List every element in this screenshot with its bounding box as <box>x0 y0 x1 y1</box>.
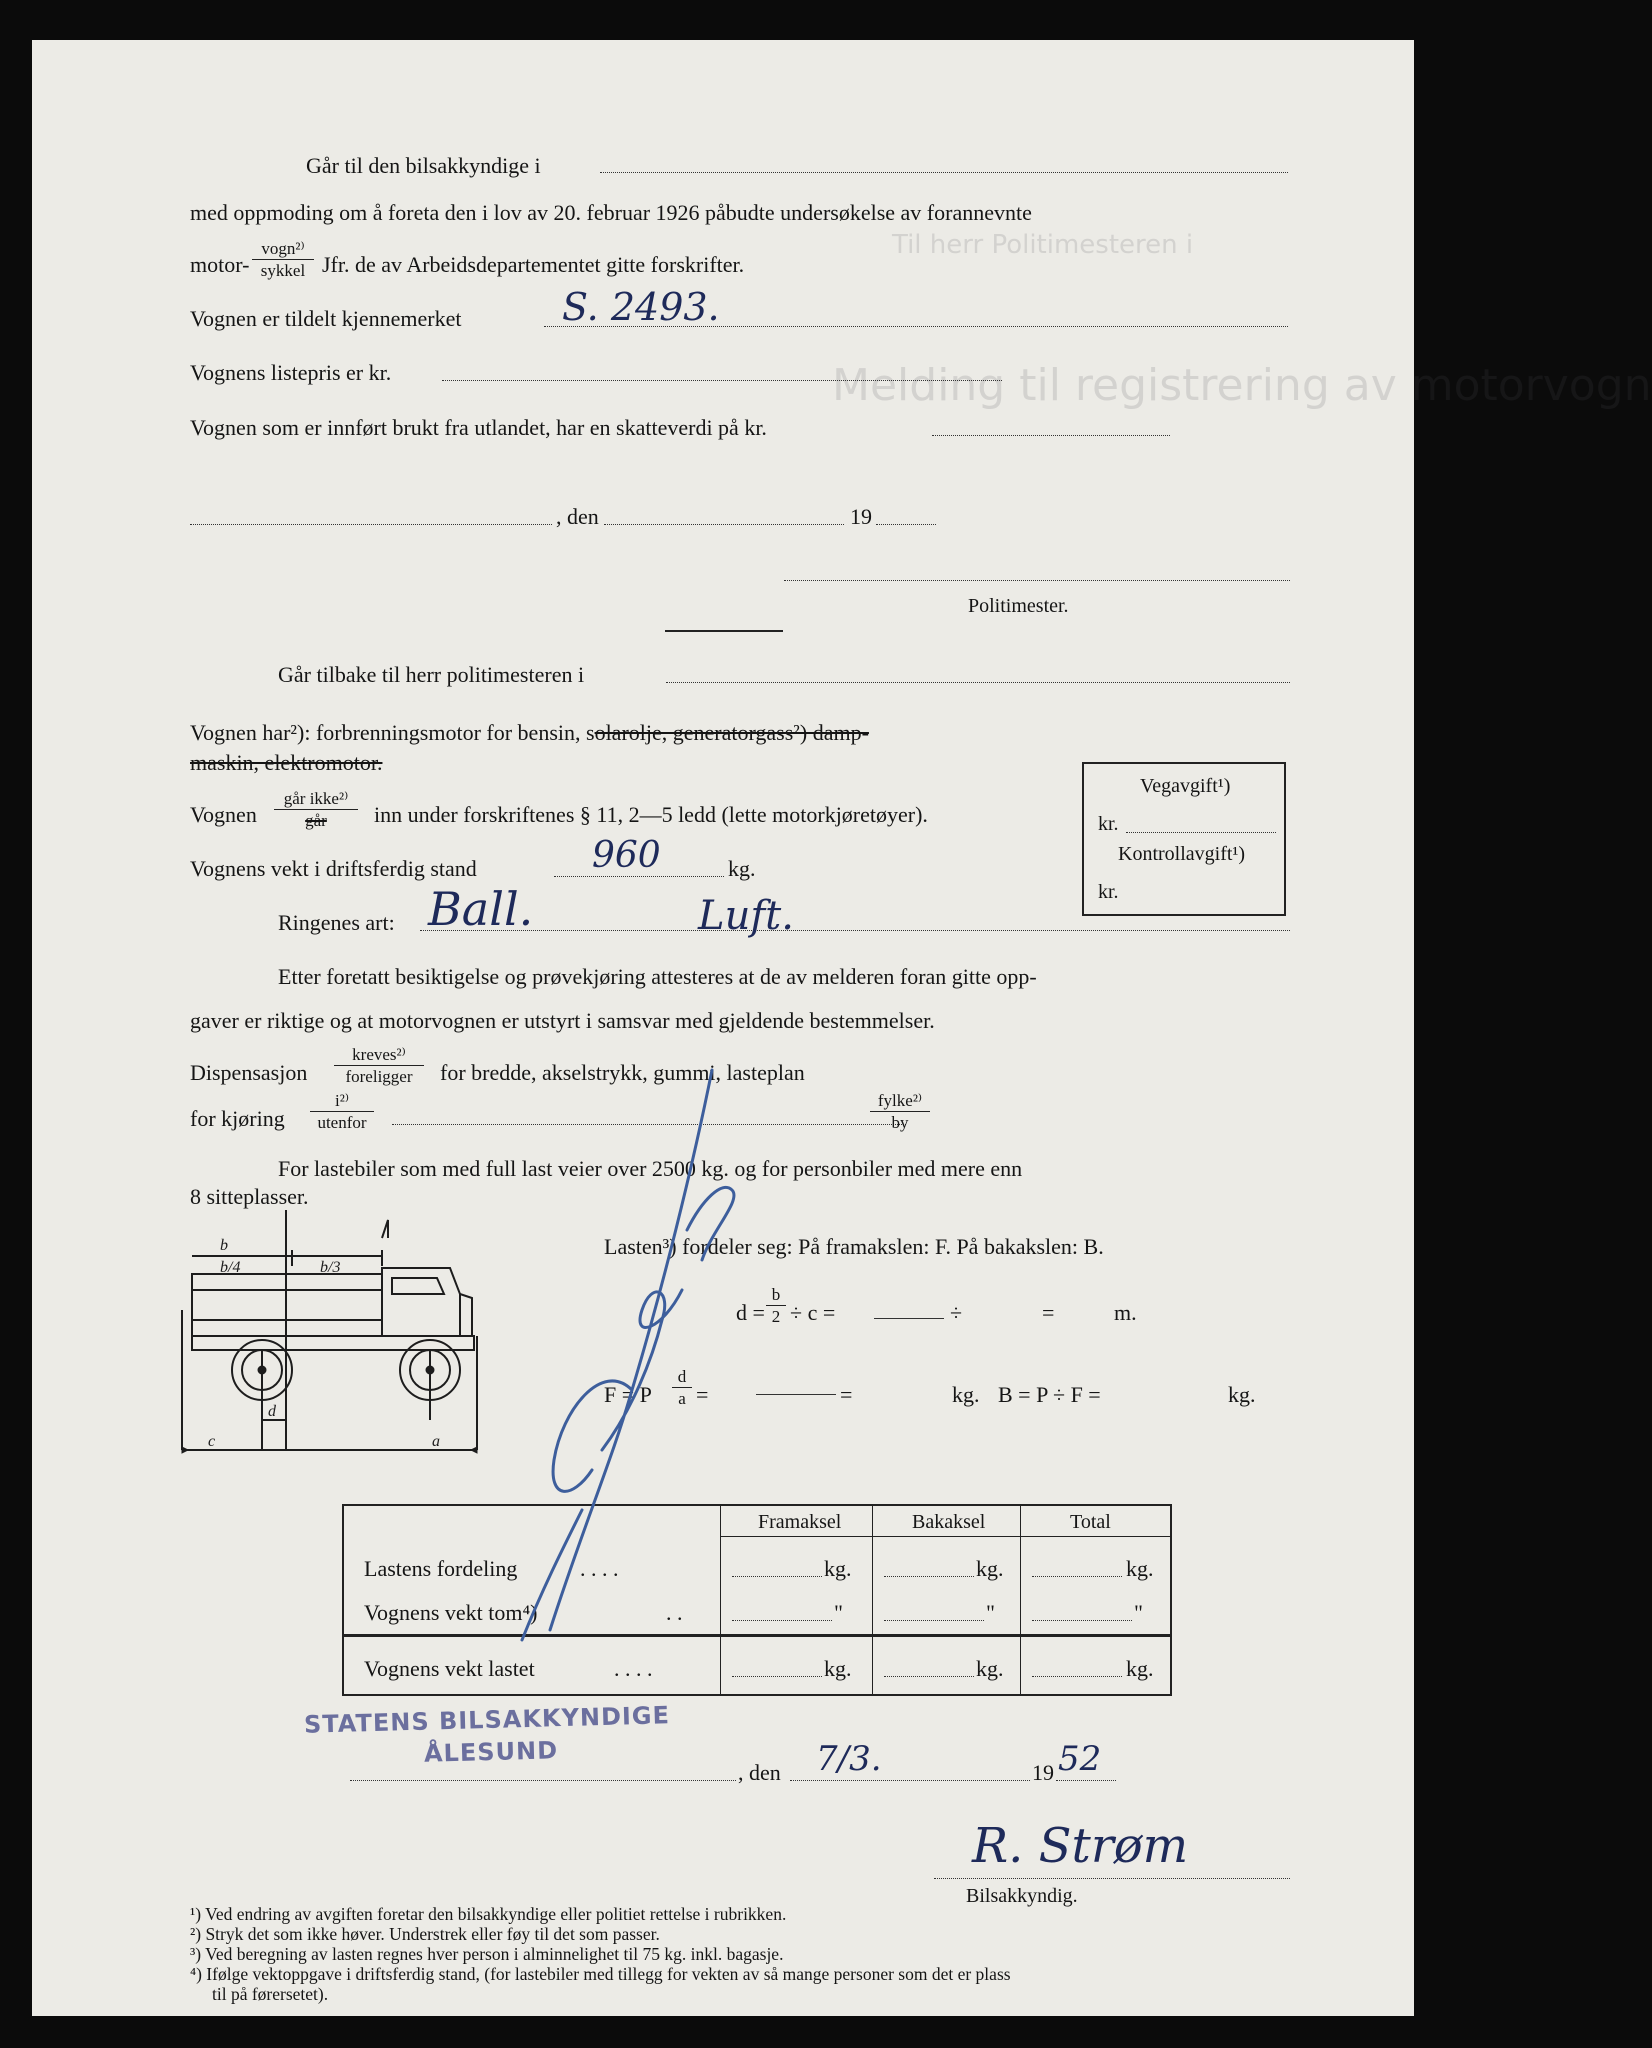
table-row-label: Vognens vekt tom⁴) <box>364 1600 538 1625</box>
engine-type-text: Vognen har²): forbrenningsmotor for bensin, s <box>190 720 595 745</box>
police-chief-label: Politimester. <box>968 595 1069 617</box>
table-row-dots: . . <box>666 1600 683 1625</box>
attestation-line-2: gaver er riktige og at motorvognen er utstyrt i samsvar med gjeldende bestemmelser. <box>190 1008 935 1033</box>
truck-rule-line-1: For lastebiler som med full last veier over 2500 kg. og for personbiler med mere enn <box>278 1156 1023 1181</box>
footnote-1: ¹) Ved endring av avgiften foretar den bilsakkyndige eller politiet rettelse i rubrikken. <box>190 1904 787 1924</box>
formula-d-unit: m. <box>1114 1300 1137 1325</box>
light-vehicle-prefix: Vognen <box>190 802 257 827</box>
engine-type-line-1 <box>190 722 869 744</box>
formula-d-minus: ÷ <box>950 1300 963 1325</box>
truck-rule-line-2: 8 sitteplasser. <box>190 1184 309 1209</box>
date-label-2: , den <box>738 1760 781 1785</box>
footnote-4: ⁴) Ifølge vektoppgave i driftsferdig stand, (for lastebiler med tillegg for vekten av så mange personer som det er plass <box>190 1964 1011 1984</box>
bleed-through-title: Melding til registrering av motorvogn <box>832 360 1652 411</box>
diagram-label-a: a <box>432 1433 440 1450</box>
date-field-2[interactable] <box>790 1780 1030 1781</box>
table-row-dots: . . . . <box>580 1556 619 1581</box>
load-distribution-text: Lasten³) fordeler seg: På framakslen: F. På bakakslen: B. <box>604 1234 1104 1259</box>
diagram-label-b4: b/4 <box>220 1259 241 1276</box>
diagram-label-b: b <box>220 1237 228 1254</box>
place-field-2[interactable] <box>350 1780 736 1781</box>
date-label-1: , den <box>556 504 599 529</box>
tyre-type-label: Ringenes art: <box>278 910 395 935</box>
request-text: med oppmoding om å foreta den i lov av 20. februar 1926 påbudte undersøkelse av forannevnte <box>190 200 1032 225</box>
formula-b-text: B = P ÷ F = <box>998 1382 1101 1407</box>
table-ditto: " <box>834 1600 843 1625</box>
table-cell-rear-loaded[interactable] <box>884 1676 974 1677</box>
year-field-1[interactable] <box>876 524 936 525</box>
inspection-fee-currency: kr. <box>1098 881 1119 903</box>
year-label-2: 19 <box>1032 1760 1054 1785</box>
table-header-total: Total <box>1070 1511 1111 1533</box>
table-row-label: Lastens fordeling <box>364 1556 518 1581</box>
table-cell-rear-empty[interactable] <box>884 1620 984 1621</box>
dispensation-fraction: kreves²⁾ foreligger <box>334 1046 424 1085</box>
form-sheet <box>32 40 1652 2016</box>
year-value-2: 52 <box>1058 1739 1102 1779</box>
goes-to-label: Går til den bilsakkyndige i <box>306 153 541 178</box>
table-header-front: Framaksel <box>758 1511 842 1533</box>
return-to-label: Går tilbake til herr politimesteren i <box>278 662 585 687</box>
table-cell-rear-load[interactable] <box>884 1576 974 1577</box>
table-cell-total-empty[interactable] <box>1032 1620 1132 1621</box>
bleed-through-address: Til herr Politimesteren i <box>892 230 1194 260</box>
regulation-reference: Jfr. de av Arbeidsdepartementet gitte forskrifter. <box>322 252 745 277</box>
road-tax-field[interactable] <box>1126 832 1276 833</box>
tax-value-field[interactable] <box>932 435 1170 436</box>
light-vehicle-fraction: går ikke²⁾ går <box>274 790 358 829</box>
table-ditto: " <box>1134 1600 1143 1625</box>
vehicle-type-fraction: vogn²⁾ sykkel <box>252 240 314 279</box>
year-field-2[interactable] <box>1056 1780 1116 1781</box>
year-label-1: 19 <box>850 504 872 529</box>
county-fraction: fylke²⁾ by <box>870 1092 930 1131</box>
formula-f-left: F = P <box>604 1382 652 1407</box>
table-ditto: " <box>986 1600 995 1625</box>
tax-value-label: Vognen som er innført brukt fra utlandet, har en skatteverdi på kr. <box>190 415 767 440</box>
inspector-signature: R. Strøm <box>972 1818 1189 1874</box>
table-cell-total-loaded[interactable] <box>1032 1676 1122 1677</box>
formula-d-over-a: $\frac{d}{a}$ <box>672 1368 692 1407</box>
driving-label: for kjøring <box>190 1106 285 1131</box>
footnote-2: ²) Stryk det som ikke høver. Understrek eller føy til det som passer. <box>190 1924 660 1944</box>
inspector-stamp-line-1: STATENS BILSAKKYNDIGE <box>303 1701 671 1739</box>
truck-chassis <box>192 1336 474 1350</box>
diagram-label-c: c <box>208 1433 216 1450</box>
engine-type-struck-2: maskin, elektromotor. <box>190 750 383 775</box>
registration-mark-value: S. 2493. <box>562 285 720 329</box>
inspection-fee-label: Kontrollavgift¹) <box>1118 843 1246 865</box>
table-unit: kg. <box>1126 1656 1154 1681</box>
footnote-4-cont: til på førersetet). <box>212 1984 329 2004</box>
tyre-type-field[interactable] <box>420 930 1290 931</box>
table-row-dots: . . . . <box>614 1656 653 1681</box>
table-header-rear: Bakaksel <box>912 1511 986 1533</box>
weight-field[interactable] <box>554 876 724 877</box>
table-unit: kg. <box>976 1656 1004 1681</box>
fee-box <box>1082 762 1286 916</box>
table-unit: kg. <box>824 1556 852 1581</box>
section-divider <box>665 630 783 632</box>
list-price-field[interactable] <box>442 380 1002 381</box>
road-tax-label: Vegavgift¹) <box>1140 775 1231 797</box>
diagram-label-b3: b/3 <box>320 1259 341 1276</box>
diagram-label-d: d <box>268 1403 276 1420</box>
light-vehicle-text: inn under forskriftenes § 11, 2—5 ledd (lette motorkjøretøyer). <box>374 802 928 827</box>
weight-label: Vognens vekt i driftsferdig stand <box>190 856 477 881</box>
weight-value: 960 <box>592 835 661 876</box>
date-value-2: 7/3. <box>816 1739 882 1779</box>
driving-fraction: i²⁾ utenfor <box>310 1092 374 1131</box>
formula-b-half: $\frac{b}{2}$ <box>766 1286 786 1325</box>
formula-f-eq2: = <box>840 1382 853 1407</box>
return-location-field[interactable] <box>666 682 1290 683</box>
registration-mark-label: Vognen er tildelt kjennemerket <box>190 306 462 331</box>
formula-b-unit: kg. <box>1228 1382 1256 1407</box>
date-field-1[interactable] <box>604 524 844 525</box>
police-signature-field[interactable] <box>784 580 1290 581</box>
inspector-signature-field[interactable] <box>934 1878 1290 1879</box>
tyre-type-value-1: Ball. <box>428 882 534 936</box>
inspector-stamp-line-2: ÅLESUND <box>423 1736 559 1768</box>
table-unit: kg. <box>824 1656 852 1681</box>
inspector-label: Bilsakkyndig. <box>966 1885 1078 1907</box>
table-unit: kg. <box>976 1556 1004 1581</box>
list-price-label: Vognens listepris er kr. <box>190 360 392 385</box>
table-cell-front-loaded[interactable] <box>732 1676 822 1677</box>
dispensation-label: Dispensasjon <box>190 1060 308 1085</box>
table-unit: kg. <box>1126 1556 1154 1581</box>
formula-f-eq1: = <box>696 1382 709 1407</box>
formula-d-rest: ÷ c = <box>790 1300 836 1325</box>
diagonal-pen-signature <box>462 1030 802 1670</box>
engine-type-struck-1: olarolje, generatorgass²) damp- <box>594 720 869 745</box>
weight-unit: kg. <box>728 856 756 881</box>
table-cell-total-load[interactable] <box>1032 1576 1122 1577</box>
tyre-type-value-2: Luft. <box>698 893 794 939</box>
formula-d-left: d = <box>736 1300 765 1325</box>
dispensation-text: for bredde, akselstrykk, gummi, lasteplan <box>440 1060 805 1085</box>
attestation-line-1: Etter foretatt besiktigelse og prøvekjøring attesteres at de av melderen foran gitte opp- <box>278 964 1037 989</box>
road-tax-currency: kr. <box>1098 813 1119 835</box>
formula-d-term-1[interactable] <box>874 1318 944 1319</box>
formula-d-equals: = <box>1042 1300 1055 1325</box>
motor-prefix: motor- <box>190 252 250 277</box>
table-row-label: Vognens vekt lastet <box>364 1656 535 1681</box>
inspector-location-field[interactable] <box>600 172 1288 173</box>
footnote-3: ³) Ved beregning av lasten regnes hver person i alminnelighet til 75 kg. inkl. bagasje. <box>190 1944 784 1964</box>
formula-f-unit: kg. <box>952 1382 980 1407</box>
place-field-1[interactable] <box>190 524 552 525</box>
